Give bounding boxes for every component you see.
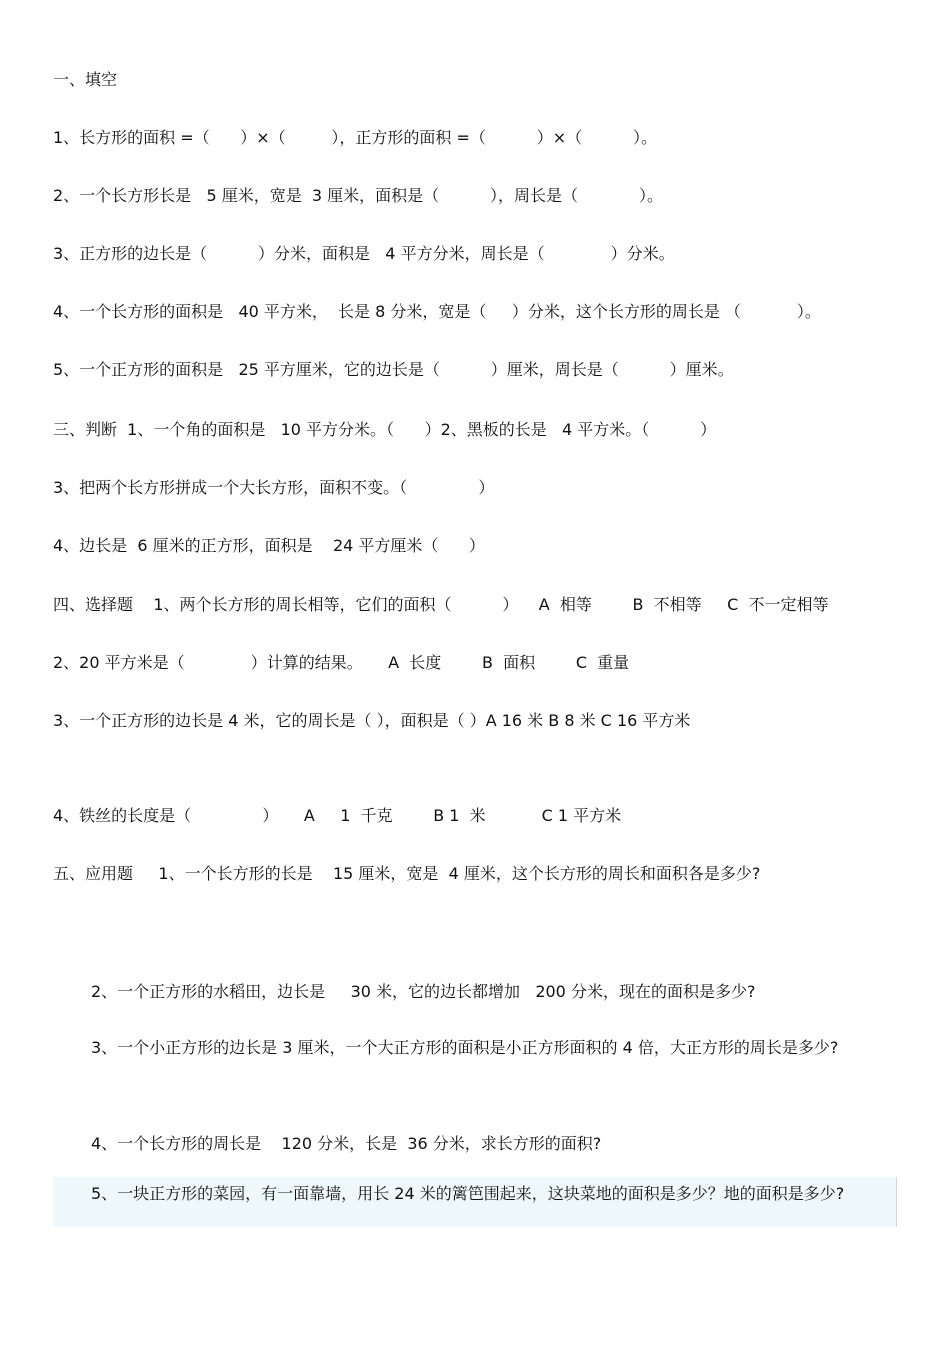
applied-question-4: 4、一个长方形的周长是 120 分米，长是 36 分米，求长方形的面积? bbox=[91, 1134, 602, 1153]
fill-item-4: 4、一个长方形的面积是 40 平方米， 长是 8 分米，宽是（ ）分米，这个长方形的周长是 （ ）。 bbox=[53, 302, 821, 321]
judge-item-3: 3、把两个长方形拼成一个大长方形，面积不变。（ ） bbox=[53, 478, 495, 497]
fill-item-3: 3、正方形的边长是（ ）分米，面积是 4 平方分米，周长是（ ）分米。 bbox=[53, 244, 675, 263]
section-1-heading: 一、填空 bbox=[53, 70, 118, 89]
fill-item-5: 5、一个正方形的面积是 25 平方厘米，它的边长是（ ）厘米，周长是（ ）厘米。 bbox=[53, 360, 734, 379]
choice-item-4: 4、铁丝的长度是（ ） A 1 千克 B 1 米 C 1 平方米 bbox=[53, 806, 622, 825]
judge-item-1-2: 三、判断 1、一个角的面积是 10 平方分米。（ ）2、黑板的长是 4 平方米。（ ） bbox=[53, 420, 717, 439]
choice-item-1: 四、选择题 1、两个长方形的周长相等，它们的面积（ ） A 相等 B 不相等 C 不一定相等 bbox=[53, 595, 829, 614]
fill-item-2: 2、一个长方形长是 5 厘米，宽是 3 厘米，面积是（ ），周长是（ ）。 bbox=[53, 186, 664, 205]
applied-question-1: 五、应用题 1、一个长方形的长是 15 厘米，宽是 4 厘米，这个长方形的周长和面积各是多少? bbox=[53, 864, 761, 883]
applied-question-2: 2、一个正方形的水稻田，边长是 30 米，它的边长都增加 200 分米，现在的面积是多少? bbox=[91, 982, 756, 1001]
judge-item-4: 4、边长是 6 厘米的正方形，面积是 24 平方厘米（ ） bbox=[53, 536, 485, 555]
fill-item-1: 1、长方形的面积 =（ ）×（ ），正方形的面积 =（ ）×（ ）。 bbox=[53, 128, 657, 147]
applied-question-3: 3、一个小正方形的边长是 3 厘米，一个大正方形的面积是小正方形面积的 4 倍，大正方形的周长是多少? bbox=[91, 1038, 839, 1057]
choice-item-2: 2、20 平方米是（ ）计算的结果。 A 长度 B 面积 C 重量 bbox=[53, 653, 630, 672]
applied-question-5: 5、一块正方形的菜园，有一面靠墙，用长 24 米的篱笆围起来，这块菜地的面积是多少？地的面积是多少? bbox=[91, 1184, 845, 1203]
choice-item-3: 3、一个正方形的边长是 4 米，它的周长是（ ），面积是（ ）A 16 米 B 8 米 C 16 平方米 bbox=[53, 711, 691, 730]
